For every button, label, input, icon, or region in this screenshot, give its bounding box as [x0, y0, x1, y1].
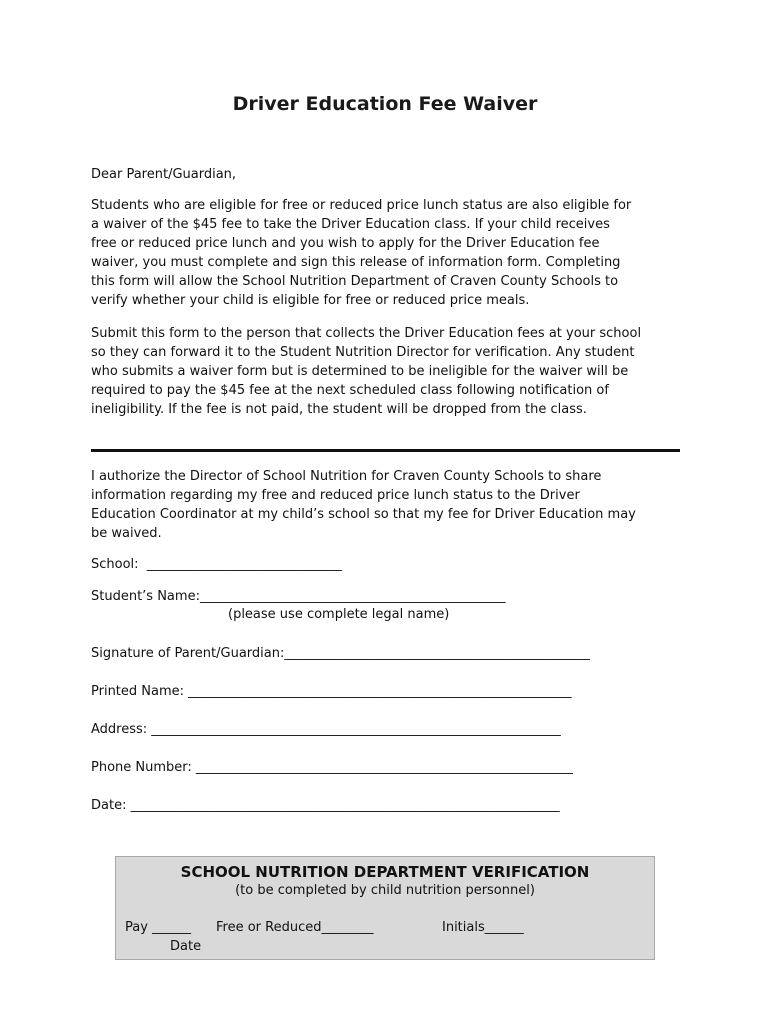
student-name-field[interactable]: Student’s Name:_______________________________________________ [91, 589, 506, 604]
pay-field[interactable]: Pay ______ [125, 920, 192, 935]
authorization-paragraph: I authorize the Director of School Nutrition for Craven County Schools to share information regarding my free and reduced price lunch status to the Driver Education Coordinator at my child’s school so that my fee for Driver Education may be waived. [91, 469, 636, 541]
phone-number-field[interactable]: Phone Number: __________________________________________________________ [91, 760, 573, 775]
verification-box [115, 856, 655, 960]
school-field[interactable]: School: ______________________________ [91, 557, 342, 572]
verification-subtitle: (to be completed by child nutrition personnel) [235, 883, 535, 898]
section-divider [91, 449, 680, 452]
eligibility-paragraph: Students who are eligible for free or reduced price lunch status are also eligible for a waiver of the $45 fee to take the Driver Education class. If your child receives free or reduced price lunch and you wish to apply for the Driver Education fee waiver, you must complete and sign this release of information form. Completing this form will allow the School Nutrition Department of Craven County Schools to verify whether your child is eligible for free or reduced price meals. [91, 198, 632, 308]
verification-title: SCHOOL NUTRITION DEPARTMENT VERIFICATION [180, 863, 590, 881]
submission-paragraph: Submit this form to the person that collects the Driver Education fees at your school so they can forward it to the Student Nutrition Director for verification. Any student who submits a waiver form but is determined to be ineligible for the waiver will be required to pay the $45 fee at the next scheduled class following notification of ineligibility. If the fee is not paid, the student will be dropped from the class. [91, 326, 642, 417]
free-reduced-field[interactable]: Free or Reduced________ [216, 920, 374, 935]
verification-date-label: Date [170, 939, 202, 954]
address-field[interactable]: Address: _______________________________________________________________ [91, 722, 561, 737]
signature-field[interactable]: Signature of Parent/Guardian:_______________________________________________ [91, 646, 590, 661]
salutation: Dear Parent/Guardian, [91, 167, 237, 182]
printed-name-field[interactable]: Printed Name: ___________________________________________________________ [91, 684, 572, 699]
date-field[interactable]: Date: __________________________________________________________________ [91, 798, 560, 813]
student-name-note: (please use complete legal name) [228, 607, 450, 622]
page-title: Driver Education Fee Waiver [232, 93, 538, 115]
initials-field[interactable]: Initials______ [442, 920, 524, 935]
